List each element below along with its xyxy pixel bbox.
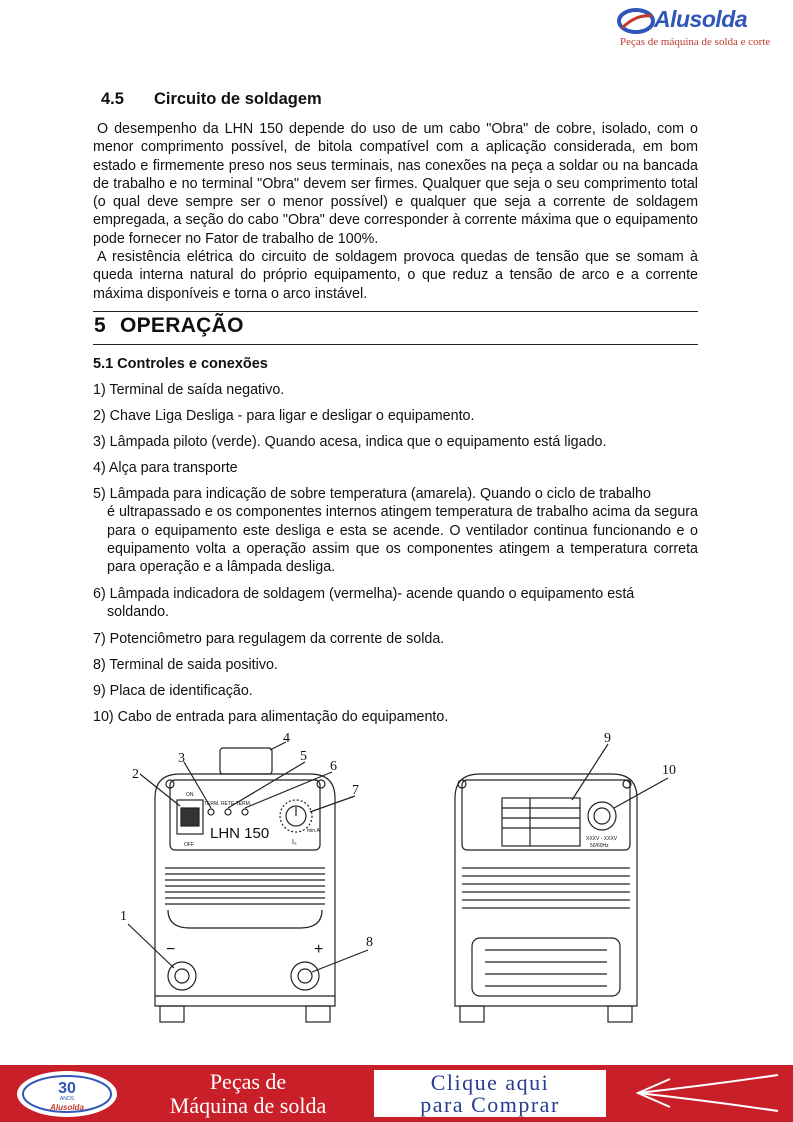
temperature-lamp [225, 809, 231, 815]
positive-sign: + [314, 941, 324, 958]
identification-plate [502, 798, 580, 846]
welder-drawing [100, 728, 700, 1040]
list-item [93, 485, 698, 576]
negative-sign: − [166, 941, 176, 958]
section-4-5-heading [101, 90, 322, 109]
list-item: 10) Cabo de entrada para alimentação do equipamento. [93, 709, 449, 725]
callout-7: 7 [352, 783, 359, 798]
callout-4: 4 [283, 731, 290, 746]
list-item-text: 5) Lâmpada para indicação de sobre temperatura (amarela). Quando o ciclo de trabalho [93, 486, 651, 502]
input-cable-gland [588, 802, 616, 830]
list-item: 8) Terminal de saida positivo. [93, 657, 278, 673]
30-years-badge-icon [14, 1069, 120, 1119]
callout-9: 9 [604, 731, 611, 746]
lamp-labels: TERM. RETE TERM. [204, 801, 252, 807]
rear-frequency-label: 50/60Hz [590, 843, 609, 849]
brand-name: Alusolda [654, 6, 748, 32]
section-4-5-number: 4.5 [101, 90, 124, 108]
callout-6: 6 [330, 759, 337, 774]
positive-terminal [291, 962, 319, 990]
buy-line-1: Clique aqui [430, 1070, 550, 1095]
promo-text [128, 1070, 368, 1118]
buy-button[interactable] [374, 1070, 606, 1117]
list-item [93, 585, 698, 622]
model-label: LHN 150 [210, 825, 270, 842]
section-divider-top [93, 311, 698, 312]
rear-supply-label: XXXV - XXXV [586, 836, 618, 842]
pilot-lamp [208, 809, 214, 815]
brand-tagline: Peças de máquina de solda e corte [620, 36, 771, 48]
brand-logo[interactable] [612, 4, 788, 52]
list-item: 7) Potenciômetro para regulagem da corrente de solda. [93, 631, 445, 647]
subsection-5-1-heading: 5.1 Controles e conexões [93, 356, 268, 372]
footer-banner[interactable] [0, 1065, 793, 1122]
front-handle [220, 748, 272, 774]
list-item: 9) Placa de identificação. [93, 683, 253, 699]
switch-off-label: OFF [184, 842, 194, 848]
callout-1: 1 [120, 909, 127, 924]
buy-line-2: para Comprar [420, 1092, 560, 1117]
current-unit: min.A [307, 828, 320, 834]
callout-2: 2 [132, 767, 139, 782]
arrow-left-icon [630, 1071, 780, 1115]
promo-line-2: Máquina de solda [169, 1093, 327, 1118]
list-item: 2) Chave Liga Desliga - para ligar e desligar o equipamento. [93, 408, 475, 424]
section-divider-bottom [93, 344, 698, 345]
callout-8: 8 [366, 935, 373, 950]
list-item-text: 6) Lâmpada indicadora de soldagem (vermelha)- acende quando o equipamento está [93, 586, 635, 602]
section-4-5-paragraph-1: O desempenho da LHN 150 depende do uso de um cabo "Obra" de cobre, isolado, com o menor comprimento possível, de bitola compatível com a aplicação considerada, em bom estado e firmemente preso nos seus terminais, nas conexões na peça a soldar ou na bancada de trabalho e no terminal "Obra" devem ser firmes. Qualquer que seja o seu comprimento total (o qual deve sempre ser o menor possível) e qualquer que seja a corrente de soldagem empregada, a seção do cabo "Obra" deve corresponder à corrente máxima que o equipamento pode fornecer no Fator de trabalho de 100%. [93, 121, 698, 247]
rear-vent-grille [472, 938, 620, 996]
section-5-heading [94, 314, 244, 338]
list-item-continuation: é ultrapassado e os componentes internos atingem temperatura de trabalho acima da segura para o equipamento este desliga e esta se acende. O ventilador continua funcionando e o equipamento volta a operação assim que os componentes atingem a temperatura correta para operação e a lâmpada desliga. [107, 504, 698, 576]
list-item: 4) Alça para transporte [93, 460, 238, 476]
section-4-5-paragraph-2: A resistência elétrica do circuito de soldagem provoca quedas de tensão que se somam à queda interna natural do próprio equipamento, o que reduz a tensão de arco e a corrente máxima disponíveis e torna o arco instável. [93, 249, 698, 302]
equipment-diagram [100, 728, 700, 1040]
callout-10: 10 [662, 763, 676, 778]
section-5-title: OPERAÇÃO [119, 314, 244, 337]
screw-icon [317, 780, 325, 788]
switch-on-label: ON [186, 792, 194, 798]
badge-number: 30 [58, 1080, 76, 1097]
promo-line-1: Peças de [209, 1069, 287, 1094]
logo-swoosh-icon [616, 6, 656, 36]
current-symbol: I₂ [292, 839, 297, 846]
callout-3: 3 [178, 751, 185, 766]
list-item: 3) Lâmpada piloto (verde). Quando acesa, indica que o equipamento está ligado. [93, 434, 607, 450]
section-5-number: 5 [94, 314, 106, 337]
badge-subtitle: ANOS [59, 1096, 75, 1102]
list-item: 1) Terminal de saída negativo. [93, 382, 285, 398]
list-item-continuation: soldando. [107, 604, 170, 621]
section-4-5-title: Circuito de soldagem [153, 90, 322, 108]
callout-5: 5 [300, 749, 307, 764]
welding-lamp [242, 809, 248, 815]
badge-brand: Alusolda [50, 1103, 84, 1112]
